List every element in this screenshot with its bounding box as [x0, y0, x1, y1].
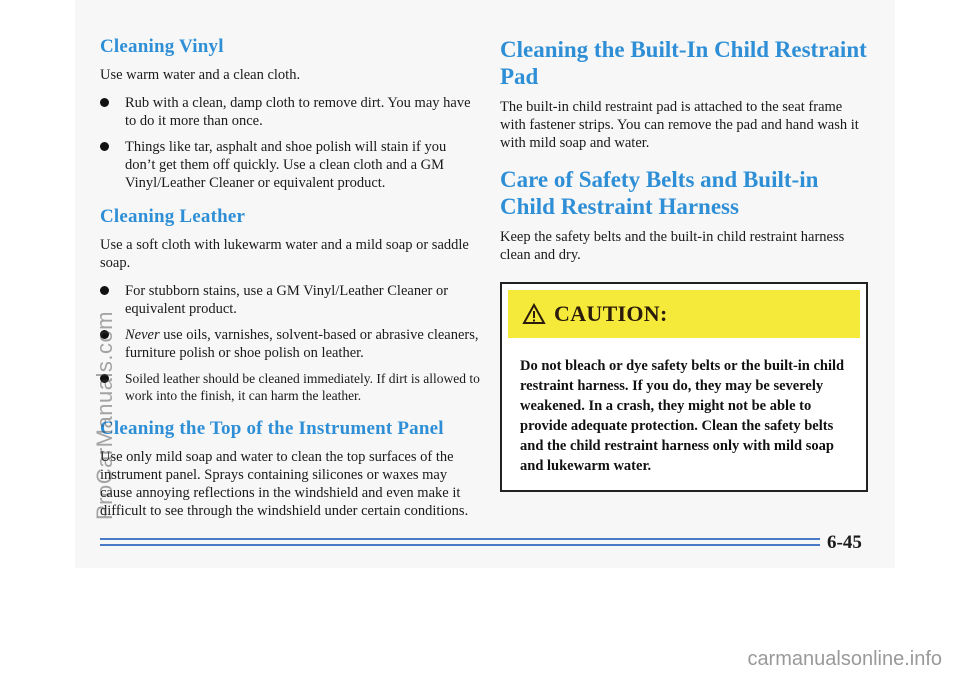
bullet-text: Soiled leather should be cleaned immediately. If dirt is allowed to work into the finish, it can harm the leather. — [125, 371, 480, 403]
footer-rule — [100, 538, 820, 550]
page-number: 6-45 — [827, 532, 862, 553]
caution-label: CAUTION: — [554, 301, 668, 326]
caution-text: Do not bleach or dye safety belts or the built-in child restraint harness. If you do, they may be severely weakened. In a crash, they might not be able to provide adequate protection. Clean the safety belts and the child restraint harness only with mild soap and lukewarm water. — [520, 358, 845, 474]
list-item — [100, 94, 480, 130]
caution-box — [500, 282, 868, 492]
panel-body: Use only mild soap and water to clean the top surfaces of the instrument panel. Sprays containing silicones or waxes may cause annoying reflections in the windshield and even make it difficult to see through the windshield under certain conditions. — [100, 449, 469, 519]
list-item — [100, 138, 480, 192]
bullet-text: For stubborn stains, use a GM Vinyl/Leather Cleaner or equivalent product. — [125, 283, 449, 317]
bullet-text: Things like tar, asphalt and shoe polish will stain if you don’t get them off quickly. Use a clean cloth and a GM Vinyl/Leather Cleaner or equivalent product. — [125, 139, 447, 191]
caution-header — [508, 290, 860, 338]
left-column — [100, 36, 480, 530]
bullet-icon — [100, 98, 109, 107]
vinyl-bullets — [100, 94, 480, 192]
watermark-text: ProCarManuals.com — [92, 310, 117, 520]
belts-body: Keep the safety belts and the built-in child restraint harness clean and dry. — [500, 229, 845, 263]
pad-body: The built-in child restraint pad is attached to the seat frame with fastener strips. You can remove the pad and hand wash it with mild soap and water. — [500, 99, 859, 151]
vinyl-heading: Cleaning Vinyl — [100, 36, 224, 57]
vinyl-intro: Use warm water and a clean cloth. — [100, 67, 301, 83]
bullet-text: use oils, varnishes, solvent-based or abrasive cleaners, furniture polish or shoe polish on leather. — [125, 327, 479, 361]
leather-bullets — [100, 282, 480, 404]
belts-heading: Care of Safety Belts and Built-in Child Restraint Harness — [500, 167, 819, 219]
bullet-text: Rub with a clean, damp cloth to remove dirt. You may have to do it more than once. — [125, 95, 471, 129]
right-column — [500, 36, 870, 492]
warning-triangle-icon — [522, 303, 546, 325]
bullet-icon — [100, 286, 109, 295]
bullet-icon — [100, 142, 109, 151]
list-item — [100, 370, 480, 404]
panel-heading: Cleaning the Top of the Instrument Panel — [100, 418, 444, 439]
list-item — [100, 326, 480, 362]
list-item — [100, 282, 480, 318]
leather-intro: Use a soft cloth with lukewarm water and a mild soap or saddle soap. — [100, 237, 469, 271]
site-watermark: carmanualsonline.info — [747, 648, 942, 670]
pad-heading: Cleaning the Built-In Child Restraint Pad — [500, 37, 867, 89]
leather-heading: Cleaning Leather — [100, 206, 246, 227]
bullet-emphasis: Never — [125, 327, 160, 343]
